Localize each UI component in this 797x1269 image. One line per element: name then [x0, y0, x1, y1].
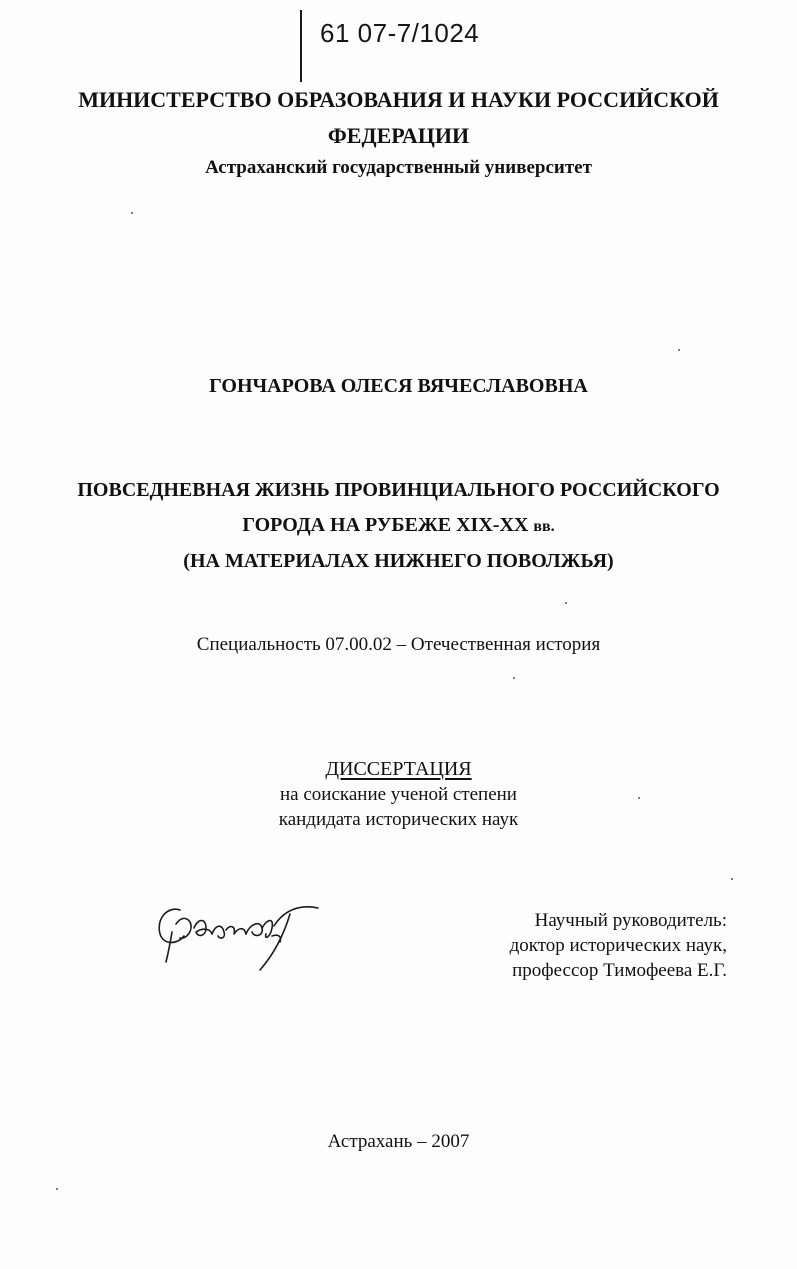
- scan-speck: [513, 677, 515, 679]
- scan-speck: [56, 1188, 58, 1190]
- stamp-divider-line: [300, 10, 302, 82]
- title-line-3: (НА МАТЕРИАЛАХ НИЖНЕГО ПОВОЛЖЬЯ): [183, 550, 614, 572]
- dissertation-title: [0, 473, 797, 579]
- specialty-line: Специальность 07.00.02 – Отечественная история: [196, 634, 601, 655]
- ministry-line-2: ФЕДЕРАЦИИ: [327, 123, 470, 148]
- ministry-header: [0, 82, 797, 154]
- dissertation-degree-line-2: кандидата исторических наук: [278, 809, 519, 830]
- supervisor-block: [510, 908, 727, 983]
- handwritten-signature-icon: [150, 888, 330, 978]
- ministry-line-1: МИНИСТЕРСТВО ОБРАЗОВАНИЯ И НАУКИ РОССИЙСКОЙ: [78, 87, 719, 112]
- registration-stamp-number: 61 07-7/1024: [320, 18, 480, 48]
- supervisor-degree: доктор исторических наук,: [509, 935, 727, 956]
- author-name: ГОНЧАРОВА ОЛЕСЯ ВЯЧЕСЛАВОВНА: [209, 375, 588, 397]
- scan-speck: [131, 212, 133, 214]
- supervisor-name: профессор Тимофеева Е.Г.: [512, 960, 727, 981]
- dissertation-degree-line-1: на соискание ученой степени: [280, 784, 517, 805]
- scan-speck: [678, 349, 680, 351]
- city-year: Астрахань – 2007: [327, 1131, 470, 1152]
- title-line-2-suffix: вв.: [533, 518, 555, 535]
- supervisor-label: Научный руководитель:: [534, 910, 727, 931]
- dissertation-block: [0, 757, 797, 832]
- scan-speck: [638, 797, 640, 799]
- university-name: Астраханский государственный университет: [205, 157, 592, 178]
- dissertation-heading: ДИССЕРТАЦИЯ: [325, 758, 472, 780]
- title-line-1: ПОВСЕДНЕВНАЯ ЖИЗНЬ ПРОВИНЦИАЛЬНОГО РОССИЙСКОГО: [77, 479, 720, 501]
- scan-speck: [565, 602, 567, 604]
- scan-speck: [731, 878, 733, 880]
- title-line-2-main: ГОРОДА НА РУБЕЖЕ XIX-XX: [242, 514, 529, 536]
- title-line-2: [0, 508, 797, 544]
